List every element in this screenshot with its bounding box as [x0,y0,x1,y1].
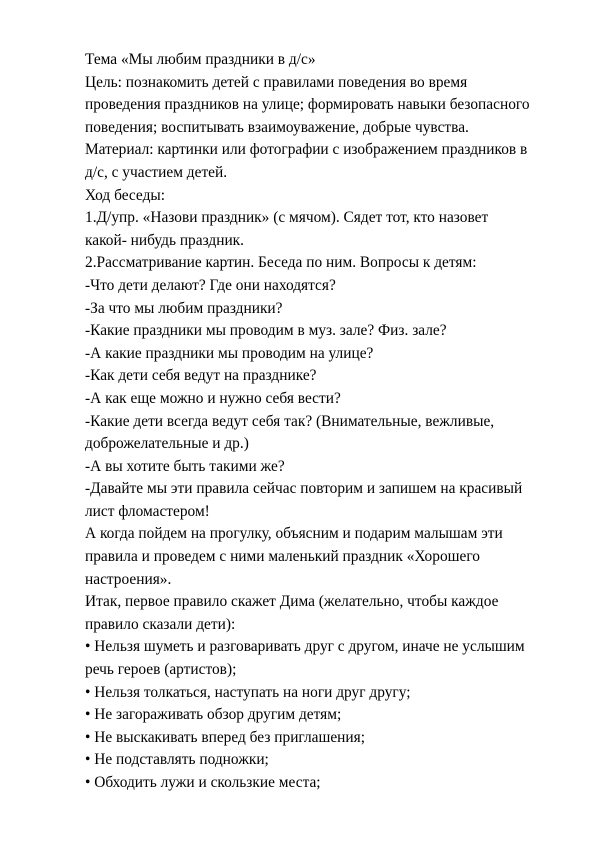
material-line: Материал: картинки или фотографии с изображением праздников в [85,141,528,159]
body-text-line: правило сказали дети): [85,615,236,633]
question-line: -А как еще можно и нужно себя вести? [85,389,341,407]
question-line: -Что дети делают? Где они находятся? [85,276,336,294]
rule-list-item: • Не выскакивать вперед без приглашения; [85,728,365,746]
question-line: -Какие праздники мы проводим в муз. зале? Физ. зале? [85,322,447,340]
rule-list-item: • Не подставлять подножки; [85,751,269,769]
question-line: -Какие дети всегда ведут себя так? (Внимательные, вежливые, [85,412,495,430]
question-line: -А какие праздники мы проводим на улице? [85,344,374,362]
step-line: 2.Рассматривание картин. Беседа по ним. Вопросы к детям: [85,254,477,272]
rule-list-item: • Не загораживать обзор другим детям; [85,706,342,724]
rule-list-item: • Нельзя толкаться, наступать на ноги друг другу; [85,683,411,701]
question-line: доброжелательные и др.) [85,435,249,453]
question-line: -За что мы любим праздники? [85,299,283,317]
question-line: -А вы хотите быть такими же? [85,457,285,475]
material-line: д/с, с участием детей. [85,163,228,181]
conversation-heading: Ход беседы: [85,186,166,204]
question-line: -Давайте мы эти правила сейчас повторим и запишем на красивый [85,480,523,498]
rule-list-item: • Обходить лужи и скользкие места; [85,774,321,791]
rule-list-item: речь героев (артистов); [85,661,237,679]
body-text-line: Итак, первое правило скажет Дима (желательно, чтобы каждое [85,593,499,611]
step-line: какой- нибудь праздник. [85,231,245,249]
body-text-line: правила и проведем с ними маленький праздник «Хорошего [85,548,480,566]
goal-line: проведения праздников на улице; формировать навыки безопасного [85,96,530,114]
question-line: лист фломастером! [85,502,210,520]
goal-line: поведения; воспитывать взаимоуважение, добрые чувства. [85,118,469,136]
question-line: -Как дети себя ведут на празднике? [85,367,317,385]
body-text-line: А когда пойдем на прогулку, объясним и подарим малышам эти [85,525,503,543]
step-line: 1.Д/упр. «Назови праздник» (с мячом). Сядет тот, кто назовет [85,209,489,227]
goal-line: Цель: познакомить детей с правилами поведения во время [85,73,468,91]
rule-list-item: • Нельзя шуметь и разговаривать друг с другом, иначе не услышим [85,638,525,656]
body-text-line: настроения». [85,570,172,588]
topic-title: Тема «Мы любим праздники в д/с» [85,51,316,68]
